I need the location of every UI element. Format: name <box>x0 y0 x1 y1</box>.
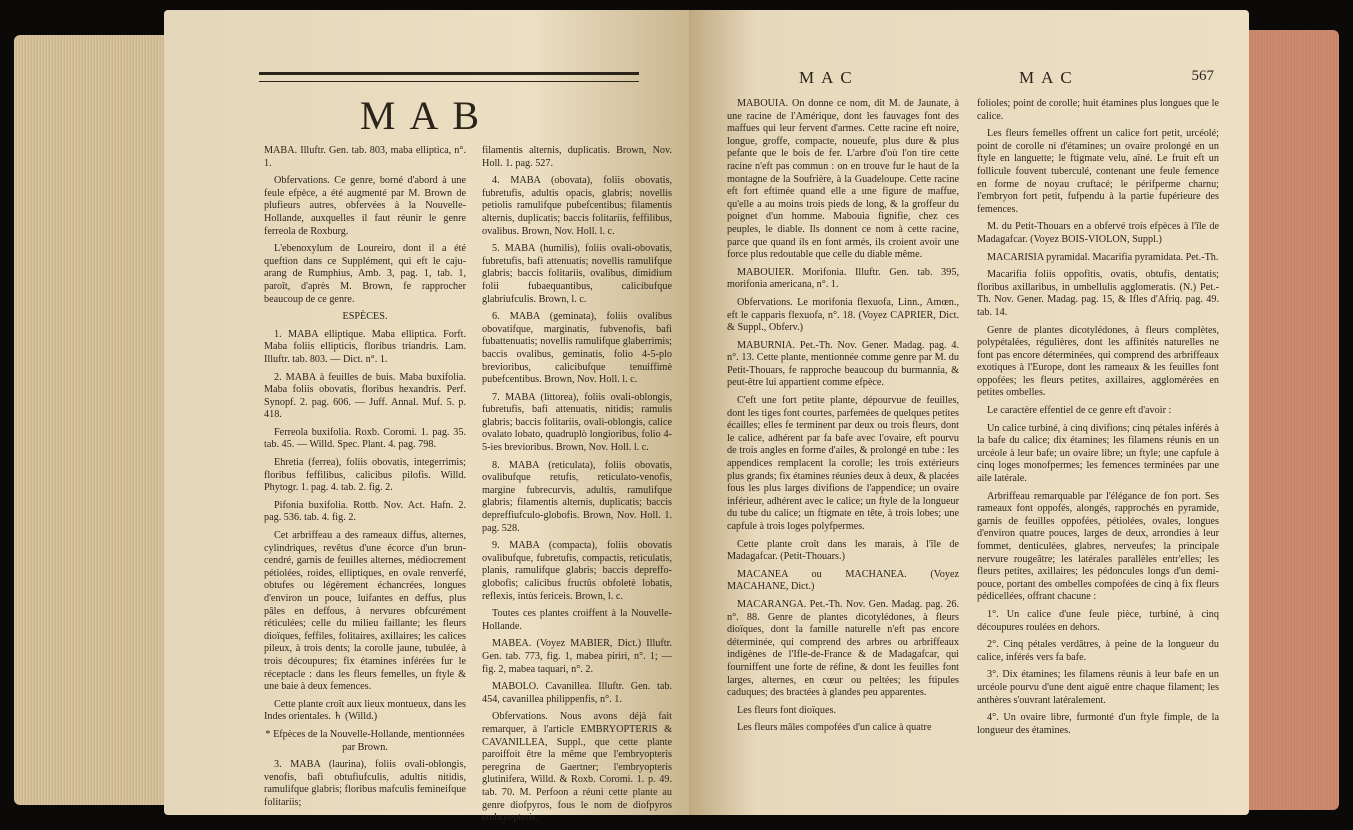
paragraph: Macarifia foliis oppofitis, ovatis, obtufis, dentatis; floribus axillaribus, in umbellulis agglomeratis. (N.) Pet.-Th. Nov. Gener. Madag. pag. 15, & Ifles d'Afriq. pag. 49. tab. 14. <box>977 269 1219 318</box>
paragraph: Un calice turbiné, à cinq divifions; cinq pétales inférés à la bafe du calice; dix étamines; les filamens réunis en un urcéole à leur bafe; un ovaire libre; un ftyle; une capfule à cinq loges monofpermes; les femences terminées par une aile latérale. <box>977 422 1219 485</box>
left-column-2 <box>482 145 672 830</box>
paragraph: 8. MABA (reticulata), foliis obovatis, ovalibufque retufis, reticulato-venofis, margine fubrecurvis, adultis, ramulifque glabris; filamentis alternis, duplicatis; baccis depreffiufculo-globofis. Brown, Nov. Holl. 1. pag. 528. <box>482 459 672 534</box>
left-column-1 <box>264 145 466 815</box>
paragraph: MACANEA ou MACHANEA. (Voyez MACAHANE, Dict.) <box>727 568 959 593</box>
paragraph: MABA. Illuftr. Gen. tab. 803, maba elliptica, n°. 1. <box>264 145 466 169</box>
section-heading: ESPÈCES. <box>342 311 388 323</box>
paragraph: 1. MABA elliptique. Maba elliptica. Forft. Maba foliis ellipticis, floribus triandris. Lam. Illuftr. tab. 803. — Dict. n°. 1. <box>264 328 466 365</box>
paragraph: 3. MABA (laurina), foliis ovali-oblongis, venofis, bafi obtufiufculis, adultis nitidis, ramulifque glabris; floribus mafculis femineifque folitariis; <box>264 759 466 808</box>
book <box>14 10 1339 824</box>
paragraph: Pifonia buxifolia. Rottb. Nov. Act. Hafn. 2. pag. 536. tab. 4. fig. 2. <box>264 499 466 524</box>
paragraph: Les fleurs femelles offrent un calice fort petit, urcéolé; point de corolle ni d'étamines; un ovaire prolongé en un ftyle en languette; le ftigmate velu, aîné. Le fruit eft un follicule fouvent tuberculé, contenant une feule femence en forme de noyau cruftacé; le périfperme charnu; l'embryon fort petit, fufpendu à la partie fupérieure des femences. <box>977 128 1219 215</box>
right-column-2 <box>977 98 1219 742</box>
paragraph: Obfervations. Ce genre, borné d'abord à une feule efpèce, a été augmenté par M. Brown de plufieurs autres, obfervées à la Nouvelle-Hollande, auxquelles il faut réunir le genre ferreola de Roxburg. <box>264 175 466 237</box>
running-header-right: MAC <box>1019 68 1079 87</box>
paragraph: Les fleurs mâles compofées d'un calice à quatre <box>737 722 932 734</box>
page-title: MAB <box>359 93 494 138</box>
paragraph: Obfervations. Nous avons déjà fait remarquer, à l'article EMBRYOPTERIS & CAVANILLEA, Suppl., que cette plante paroiffoit être la même que l'embryopteris peregrina de Gaertner; l'embryopteris glutinifera, Willd. & Roxb. Coromi. 1. p. 49. tab. 70. M. Perfoon a réuni cette plante au genre diofpyros, fous le nom de diofpyros embryopteris. <box>482 711 672 824</box>
paragraph: MABEA. (Voyez MABIER, Dict.) Illuftr. Gen. tab. 773, fig. 1, mabea piriri, n°. 1; — fig. 2, mabea taquari, n°. 2. <box>482 638 672 675</box>
paragraph: 1°. Un calice d'une feule pièce, turbiné, à cinq découpures roulées en dehors. <box>977 608 1219 633</box>
paragraph: Arbriffeau remarquable par l'élégance de fon port. Ses rameaux font oppofés, alongés, rapprochés en pyramide, garnis de feuilles oppofées, pétiolées, ovales, longues d'environ quatre pouces, larges de deux, arrondies à leur fommet, denticulées, glabres, nerveufes; la principale nervure rougeâtre; les latérales parallèles entr'elles; les fleurs petites, axillaires; les pédoncules longs d'un demi-pouce, portant des ombelles compofées de cinq à fix fleurs pédicellées, offrant chacune : <box>977 490 1219 603</box>
paragraph: MABOLO. Cavanillea. Illuftr. Gen. tab. 454, cavanillea philippenfis, n°. 1. <box>482 681 672 705</box>
paragraph: M. du Petit-Thouars en a obfervé trois efpèces à l'île de Madagafcar. (Voyez BOIS-VIOLON, Suppl.) <box>977 221 1219 245</box>
paragraph: Cet arbriffeau a des rameaux diffus, alternes, cylindriques, revêtus d'une écorce d'un brun-cendré, garnis de feuilles alternes, médiocrement pétiolées, roides, elliptiques, en ovale renverfé, obtufes ou légèrement échancrées, longues d'environ un pouce, luifantes en deffus, plus pâles en deffous, à nervures obfcurément réticulées; celle du milieu faillante; les fleurs dioïques, feffiles, folitaires, axillaires; les calices pileux, à trois dents; la corolle jaune, tubulée, à trois découpures; fix étamines inférées fur le réceptacle : dans les fleurs femelles, un ftyle & une baie à deux femences. <box>264 530 466 693</box>
right-page-edges <box>1239 30 1339 810</box>
paragraph: folioles; point de corolle; huit étamines plus longues que le calice. <box>977 98 1219 122</box>
paragraph: 9. MABA (compacta), foliis obovatis ovalibufque, fubretufis, compactis, reticulatis, planis, ramulifque glabris; baccis depreffo-globofis; calicibus fructûs obfoletè lobatis, reflexis, intùs fericeis. Brown, l. c. <box>482 540 672 602</box>
paragraph: MABOUIA. On donne ce nom, dit M. de Jaunate, à une racine de l'Amérique, dont les fauvages font des maffues qui leur fervent d'armes. Cette racine eft noire, longue, groffe, compacte, noueufe, plus dure & plus pefante que le bois de fer. L'arbre d'où l'on tire cette racine n'eft pas commun : on en trouve fur le haut de la montagne de la Soufrière, à la Guadeloupe. Cette racine eft fort eftimée quand elle a une figure de maffue, qu'elle a au moins trois pieds de long, & la groffeur du poignet d'un homme. Mabouia fignifie, chez ces peuples, le diable. Ils donnent ce nom à cette racine, parce que quand ils en font armés, ils croient avoir une force plus redoutable que celle du diable même. <box>727 98 959 261</box>
paragraph: Ferreola buxifolia. Roxb. Coromi. 1. pag. 35. tab. 45. — Willd. Spec. Plant. 4. pag. 798. <box>264 426 466 451</box>
left-page <box>164 10 689 824</box>
paragraph: Cette plante croît dans les marais, à l'île de Madagafcar. (Petit-Thouars.) <box>727 538 959 563</box>
title-rule <box>259 72 639 82</box>
paragraph: 2°. Cinq pétales verdâtres, à peine de la longueur du calice, inférés vers fa bafe. <box>977 639 1219 663</box>
paragraph: 5. MABA (humilis), foliis ovali-obovatis, fubretufis, bafi attenuatis; novellis ramulifque glabris; baccis folitariis, ovalibus, dimidium folii fubaequantibus, calicibufque glabriufculis. Brown, l. c. <box>482 243 672 305</box>
paragraph: Les fleurs font dioïques. <box>737 704 837 716</box>
paragraph: MACARANGA. Pet.-Th. Nov. Gen. Madag. pag. 26. n°. 88. Genre de plantes dicotylédones, à fleurs dioïques, dont la famille naturelle n'eft pas encore déterminée, qui comprend des arbres ou arbriffeaux indigènes de l'Ifle-de-France & de Madagafcar, qui fourniffent une forte de réfine, & dont les feuilles font larges, alternes, en cœur ou peltées; les ftipules caduques; des bractées à glandes peu apparentes. <box>727 598 959 699</box>
paragraph: 3°. Dix étamines; les filamens réunis à leur bafe en un urcéole pourvu d'une dent aiguë entre chaque filament; les anthères s'ouvrant latéralement. <box>977 669 1219 706</box>
paragraph: 4°. Un ovaire libre, furmonté d'un ftyle fimple, de la longueur des étamines. <box>977 712 1219 736</box>
right-page <box>689 10 1249 815</box>
paragraph: 4. MABA (obovata), foliis obovatis, fubretufis, adultis opacis, glabris; novellis petiolis ramulifque pubefcentibus; filamentis alternis, duplicatis; baccis folitariis, feffilibus, ovalibus. Brown, Nov. Holl. l. c. <box>482 175 672 237</box>
page-number: 567 <box>1191 68 1214 84</box>
paragraph: C'eft une fort petite plante, dépourvue de feuilles, dont les tiges font courtes, parfemées de quelques petites écailles; elles fe terminent par deux ou trois fleurs, dont le calice, adhérent par fa bafe avec l'ovaire, eft pourvu de trois angles en forme d'ailes, & prolongé en tube : les appendices remplacent la corolle; les trois extérieurs plus grands; fix étamines réunies deux à deux, & placées fous les plus larges divifions de l'appendice; un ovaire inférieur, adhérent avec le calice; un ftyle de la longueur du tube du calice; un ftigmate en tête, à trois lobes; une capfule à trois loges polyfpermes. <box>727 395 959 532</box>
paragraph: Cette plante croît aux lieux montueux, dans les Indes orientales. ♄ (Willd.) <box>264 698 466 723</box>
running-header-left: MAC <box>799 68 859 87</box>
left-page-edges <box>14 35 164 805</box>
paragraph: 7. MABA (littorea), foliis ovali-oblongis, fubretufis, bafi attenuatis, nitidis; ramulis glabris; baccis folitariis, ovali-oblongis, calice ovalato lobato, quadruplò longioribus, folio 4-5-ies brevioribus. Brown, Nov. Holl. l. c. <box>482 391 672 454</box>
paragraph: MABOUIER. Morifonia. Illuftr. Gen. tab. 395, morifonia americana, n°. 1. <box>727 266 959 291</box>
paragraph: Genre de plantes dicotylédones, à fleurs complètes, polypétalées, régulières, dont les affinités naturelles ne font pas encore déterminées, qui comprend des arbriffeaux exotiques à l'Europe, dont les rameaux & les feuilles font oppofées; les fleurs petites, axillaires, agglomérées en petites ombelles. <box>977 324 1219 399</box>
paragraph: Obfervations. Le morifonia flexuofa, Linn., Amœn., eft le capparis flexuofa, n°. 18. (Voyez CAPRIER, Dict. & Suppl., Obferv.) <box>727 296 959 334</box>
paragraph: filamentis alternis, duplicatis. Brown, Nov. Holl. 1. pag. 527. <box>482 145 672 169</box>
paragraph: Toutes ces plantes croiffent à la Nouvelle-Hollande. <box>482 608 672 632</box>
paragraph: 6. MABA (geminata), foliis ovalibus obovatifque, marginatis, fubvenofis, bafi fubattenuatis; novellis ramulifque glaberrimis; baccis ovalibus, geminatis, folio 4-5-plo brevioribus, calicibufque tenuiffimè pubefcentibus. Brown, Nov. Holl. l. c. <box>482 311 672 386</box>
right-column-1 <box>727 98 959 740</box>
section-heading: * Efpèces de la Nouvelle-Hollande, mentionnées par Brown. <box>265 728 465 753</box>
paragraph: MABURNIA. Pet.-Th. Nov. Gener. Madag. pag. 4. n°. 13. Cette plante, mentionnée comme genre par M. du Petit-Thouars, fe rapproche beaucoup du burmannia, & peut-être lui appartient comme efpèce. <box>727 339 959 389</box>
paragraph: L'ebenoxylum de Loureiro, dont il a été queftion dans ce Supplément, qui eft le caju-arang de Rumphius, Amb. 3, pag. 1, tab. 1, paroît, d'après M. Brown, fe rapprocher beaucoup de ce genre. <box>264 243 466 305</box>
paragraph: Le caractère effentiel de ce genre eft d'avoir : <box>987 405 1172 417</box>
paragraph: 2. MABA à feuilles de buis. Maba buxifolia. Maba foliis obovatis, floribus hexandris. Perf. Synopf. 2. pag. 606. — Juff. Annal. Muf. 5. p. 418. <box>264 371 466 421</box>
paragraph: Ehretia (ferrea), foliis obovatis, integerrimis; floribus feffilibus, calicibus pilofis. Willd. Phytogr. 1. pag. 4. tab. 2. fig. 2. <box>264 457 466 494</box>
paragraph: MACARISIA pyramidal. Macarifia pyramidata. Pet.-Th. <box>987 251 1219 263</box>
